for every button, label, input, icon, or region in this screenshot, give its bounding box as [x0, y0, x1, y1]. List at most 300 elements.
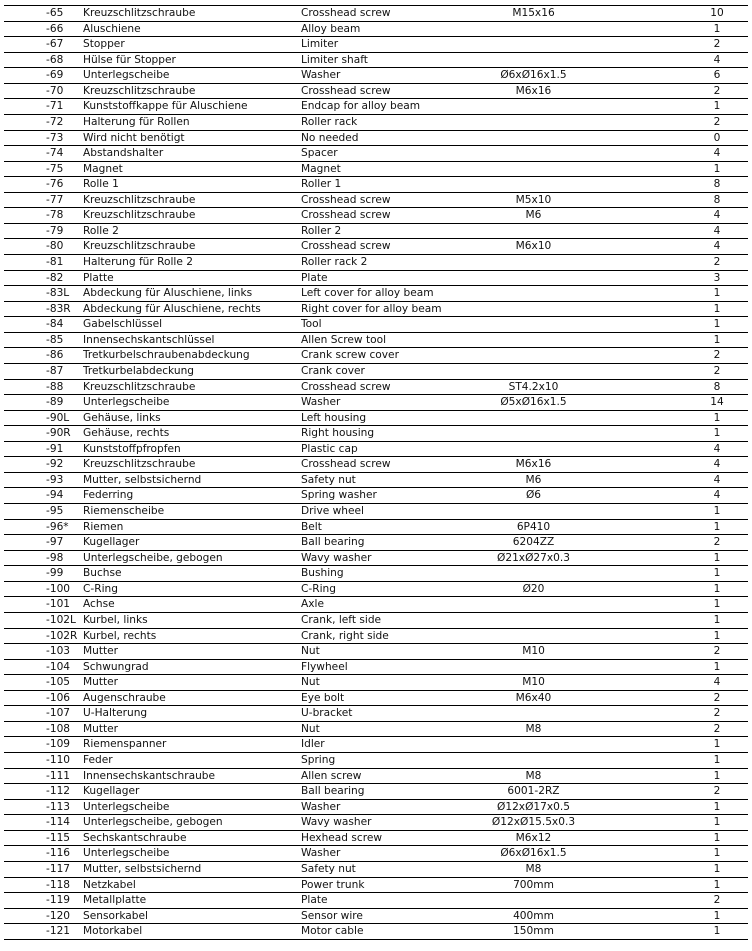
english-name-cell: Nut [301, 675, 461, 691]
quantity-cell: 4 [606, 441, 748, 457]
english-name-cell: Drive wheel [301, 504, 461, 520]
table-row [4, 255, 748, 271]
german-name-cell: C-Ring [83, 581, 301, 597]
german-name-cell: Kreuzschlitzschraube [83, 83, 301, 99]
english-name-cell: Wavy washer [301, 550, 461, 566]
table-row [4, 472, 748, 488]
english-name-cell: Washer [301, 846, 461, 862]
quantity-cell: 2 [606, 255, 748, 271]
english-name-cell: Ball bearing [301, 784, 461, 800]
german-name-cell: Abdeckung für Aluschiene, links [83, 286, 301, 302]
size-cell: Ø12xØ15.5x0.3 [461, 815, 606, 831]
english-name-cell: Crosshead screw [301, 239, 461, 255]
quantity-cell: 10 [606, 6, 748, 22]
table-row [4, 83, 748, 99]
part-number-cell: -119 [4, 893, 83, 909]
german-name-cell: Kugellager [83, 535, 301, 551]
table-row [4, 441, 748, 457]
english-name-cell: Crank, right side [301, 628, 461, 644]
part-number-cell: -116 [4, 846, 83, 862]
size-cell [461, 893, 606, 909]
size-cell: M6x10 [461, 239, 606, 255]
table-row [4, 270, 748, 286]
size-cell [461, 177, 606, 193]
size-cell: Ø6xØ16x1.5 [461, 68, 606, 84]
quantity-cell: 4 [606, 675, 748, 691]
quantity-cell: 2 [606, 363, 748, 379]
english-name-cell: Limiter shaft [301, 52, 461, 68]
quantity-cell: 0 [606, 130, 748, 146]
size-cell: Ø6xØ16x1.5 [461, 846, 606, 862]
quantity-cell: 4 [606, 223, 748, 239]
size-cell [461, 99, 606, 115]
part-number-cell: -106 [4, 690, 83, 706]
part-number-cell: -72 [4, 114, 83, 130]
table-row [4, 286, 748, 302]
part-number-cell: -67 [4, 37, 83, 53]
part-number-cell: -70 [4, 83, 83, 99]
table-row [4, 410, 748, 426]
english-name-cell: Magnet [301, 161, 461, 177]
table-row [4, 208, 748, 224]
part-number-cell: -90R [4, 426, 83, 442]
size-cell: M8 [461, 721, 606, 737]
quantity-cell: 2 [606, 37, 748, 53]
table-row [4, 457, 748, 473]
size-cell: 6204ZZ [461, 535, 606, 551]
quantity-cell: 2 [606, 114, 748, 130]
parts-list-body [4, 6, 748, 940]
german-name-cell: Sechskantschraube [83, 830, 301, 846]
size-cell [461, 426, 606, 442]
size-cell [461, 270, 606, 286]
part-number-cell: -86 [4, 348, 83, 364]
size-cell: M6x16 [461, 457, 606, 473]
part-number-cell: -92 [4, 457, 83, 473]
english-name-cell: Axle [301, 597, 461, 613]
german-name-cell: Halterung für Rollen [83, 114, 301, 130]
german-name-cell: Kreuzschlitzschraube [83, 239, 301, 255]
english-name-cell: Washer [301, 799, 461, 815]
english-name-cell: Allen Screw tool [301, 332, 461, 348]
size-cell: Ø6 [461, 488, 606, 504]
part-number-cell: -120 [4, 908, 83, 924]
part-number-cell: -117 [4, 861, 83, 877]
german-name-cell: Feder [83, 753, 301, 769]
table-row [4, 597, 748, 613]
german-name-cell: Rolle 2 [83, 223, 301, 239]
english-name-cell: Limiter [301, 37, 461, 53]
table-row [4, 363, 748, 379]
english-name-cell: Roller rack 2 [301, 255, 461, 271]
german-name-cell: Kunststoffkappe für Aluschiene [83, 99, 301, 115]
quantity-cell: 2 [606, 721, 748, 737]
quantity-cell: 2 [606, 784, 748, 800]
size-cell: M8 [461, 768, 606, 784]
part-number-cell: -115 [4, 830, 83, 846]
table-row [4, 177, 748, 193]
size-cell [461, 161, 606, 177]
part-number-cell: -95 [4, 504, 83, 520]
quantity-cell: 1 [606, 861, 748, 877]
part-number-cell: -110 [4, 753, 83, 769]
german-name-cell: Federring [83, 488, 301, 504]
german-name-cell: Unterlegscheibe [83, 68, 301, 84]
german-name-cell: Schwungrad [83, 659, 301, 675]
quantity-cell: 2 [606, 706, 748, 722]
quantity-cell: 1 [606, 737, 748, 753]
english-name-cell: Eye bolt [301, 690, 461, 706]
german-name-cell: Platte [83, 270, 301, 286]
quantity-cell: 1 [606, 161, 748, 177]
english-name-cell: C-Ring [301, 581, 461, 597]
part-number-cell: -81 [4, 255, 83, 271]
english-name-cell: Crank cover [301, 363, 461, 379]
quantity-cell: 1 [606, 753, 748, 769]
table-row [4, 846, 748, 862]
german-name-cell: Mutter [83, 721, 301, 737]
table-row [4, 924, 748, 940]
size-cell [461, 146, 606, 162]
german-name-cell: Kurbel, links [83, 612, 301, 628]
quantity-cell: 1 [606, 612, 748, 628]
quantity-cell: 4 [606, 472, 748, 488]
german-name-cell: Kreuzschlitzschraube [83, 6, 301, 22]
table-row [4, 908, 748, 924]
size-cell: M6x40 [461, 690, 606, 706]
quantity-cell: 2 [606, 83, 748, 99]
english-name-cell: Plate [301, 270, 461, 286]
part-number-cell: -71 [4, 99, 83, 115]
size-cell: 6P410 [461, 519, 606, 535]
part-number-cell: -98 [4, 550, 83, 566]
english-name-cell: Roller 1 [301, 177, 461, 193]
table-row [4, 535, 748, 551]
english-name-cell: Washer [301, 68, 461, 84]
table-row [4, 675, 748, 691]
part-number-cell: -78 [4, 208, 83, 224]
quantity-cell: 8 [606, 177, 748, 193]
quantity-cell: 1 [606, 877, 748, 893]
quantity-cell: 1 [606, 815, 748, 831]
quantity-cell: 4 [606, 52, 748, 68]
english-name-cell: Left housing [301, 410, 461, 426]
german-name-cell: Innensechskantschlüssel [83, 332, 301, 348]
german-name-cell: Halterung für Rolle 2 [83, 255, 301, 271]
table-row [4, 799, 748, 815]
german-name-cell: Kreuzschlitzschraube [83, 457, 301, 473]
quantity-cell: 1 [606, 597, 748, 613]
german-name-cell: Unterlegscheibe, gebogen [83, 815, 301, 831]
german-name-cell: Kunststoffpfropfen [83, 441, 301, 457]
english-name-cell: Alloy beam [301, 21, 461, 37]
size-cell [461, 52, 606, 68]
part-number-cell: -107 [4, 706, 83, 722]
table-row [4, 784, 748, 800]
size-cell [461, 706, 606, 722]
size-cell: M8 [461, 861, 606, 877]
german-name-cell: Mutter, selbstsichernd [83, 861, 301, 877]
part-number-cell: -118 [4, 877, 83, 893]
german-name-cell: Augenschraube [83, 690, 301, 706]
quantity-cell: 4 [606, 239, 748, 255]
english-name-cell: Roller rack [301, 114, 461, 130]
table-row [4, 146, 748, 162]
german-name-cell: Gehäuse, links [83, 410, 301, 426]
part-number-cell: -97 [4, 535, 83, 551]
german-name-cell: Mutter [83, 675, 301, 691]
size-cell [461, 659, 606, 675]
quantity-cell: 1 [606, 410, 748, 426]
german-name-cell: Sensorkabel [83, 908, 301, 924]
quantity-cell: 1 [606, 317, 748, 333]
size-cell [461, 301, 606, 317]
quantity-cell: 1 [606, 21, 748, 37]
english-name-cell: Power trunk [301, 877, 461, 893]
table-row [4, 830, 748, 846]
size-cell [461, 286, 606, 302]
english-name-cell: Crank, left side [301, 612, 461, 628]
english-name-cell: Crosshead screw [301, 208, 461, 224]
quantity-cell: 1 [606, 332, 748, 348]
quantity-cell: 1 [606, 924, 748, 940]
table-row [4, 37, 748, 53]
table-row [4, 114, 748, 130]
table-row [4, 893, 748, 909]
table-row [4, 581, 748, 597]
part-number-cell: -94 [4, 488, 83, 504]
size-cell: 150mm [461, 924, 606, 940]
english-name-cell: Crosshead screw [301, 457, 461, 473]
german-name-cell: Gabelschlüssel [83, 317, 301, 333]
english-name-cell: U-bracket [301, 706, 461, 722]
table-row [4, 815, 748, 831]
quantity-cell: 2 [606, 348, 748, 364]
size-cell: 6001-2RZ [461, 784, 606, 800]
part-number-cell: -96* [4, 519, 83, 535]
quantity-cell: 1 [606, 504, 748, 520]
part-number-cell: -102R [4, 628, 83, 644]
table-row [4, 737, 748, 753]
english-name-cell: Plate [301, 893, 461, 909]
english-name-cell: Plastic cap [301, 441, 461, 457]
english-name-cell: Wavy washer [301, 815, 461, 831]
german-name-cell: Mutter, selbstsichernd [83, 472, 301, 488]
part-number-cell: -102L [4, 612, 83, 628]
table-row [4, 161, 748, 177]
german-name-cell: Wird nicht benötigt [83, 130, 301, 146]
part-number-cell: -101 [4, 597, 83, 613]
english-name-cell: Hexhead screw [301, 830, 461, 846]
quantity-cell: 1 [606, 286, 748, 302]
part-number-cell: -65 [4, 6, 83, 22]
size-cell: M6 [461, 208, 606, 224]
english-name-cell: Nut [301, 644, 461, 660]
english-name-cell: Safety nut [301, 861, 461, 877]
size-cell: 400mm [461, 908, 606, 924]
size-cell [461, 317, 606, 333]
table-row [4, 99, 748, 115]
german-name-cell: Aluschiene [83, 21, 301, 37]
german-name-cell: Kurbel, rechts [83, 628, 301, 644]
english-name-cell: Ball bearing [301, 535, 461, 551]
size-cell [461, 363, 606, 379]
english-name-cell: Bushing [301, 566, 461, 582]
german-name-cell: Magnet [83, 161, 301, 177]
german-name-cell: Tretkurbelschraubenabdeckung [83, 348, 301, 364]
table-row [4, 519, 748, 535]
table-row [4, 566, 748, 582]
part-number-cell: -88 [4, 379, 83, 395]
english-name-cell: Belt [301, 519, 461, 535]
english-name-cell: Crosshead screw [301, 192, 461, 208]
size-cell [461, 737, 606, 753]
quantity-cell: 1 [606, 659, 748, 675]
german-name-cell: Stopper [83, 37, 301, 53]
german-name-cell: Metallplatte [83, 893, 301, 909]
german-name-cell: Unterlegscheibe [83, 846, 301, 862]
english-name-cell: Crank screw cover [301, 348, 461, 364]
part-number-cell: -91 [4, 441, 83, 457]
german-name-cell: Riemen [83, 519, 301, 535]
part-number-cell: -66 [4, 21, 83, 37]
quantity-cell: 14 [606, 395, 748, 411]
quantity-cell: 1 [606, 628, 748, 644]
english-name-cell: Motor cable [301, 924, 461, 940]
size-cell [461, 332, 606, 348]
quantity-cell: 8 [606, 379, 748, 395]
quantity-cell: 2 [606, 644, 748, 660]
quantity-cell: 1 [606, 566, 748, 582]
german-name-cell: Netzkabel [83, 877, 301, 893]
english-name-cell: Right housing [301, 426, 461, 442]
part-number-cell: -108 [4, 721, 83, 737]
quantity-cell: 6 [606, 68, 748, 84]
german-name-cell: Unterlegscheibe [83, 395, 301, 411]
size-cell: Ø21xØ27x0.3 [461, 550, 606, 566]
english-name-cell: Right cover for alloy beam [301, 301, 461, 317]
german-name-cell: Abdeckung für Aluschiene, rechts [83, 301, 301, 317]
size-cell [461, 504, 606, 520]
quantity-cell: 1 [606, 99, 748, 115]
part-number-cell: -99 [4, 566, 83, 582]
german-name-cell: Tretkurbelabdeckung [83, 363, 301, 379]
size-cell [461, 130, 606, 146]
english-name-cell: Crosshead screw [301, 6, 461, 22]
part-number-cell: -89 [4, 395, 83, 411]
part-number-cell: -83R [4, 301, 83, 317]
german-name-cell: Kreuzschlitzschraube [83, 208, 301, 224]
part-number-cell: -112 [4, 784, 83, 800]
part-number-cell: -87 [4, 363, 83, 379]
part-number-cell: -121 [4, 924, 83, 940]
quantity-cell: 1 [606, 301, 748, 317]
table-row [4, 130, 748, 146]
size-cell [461, 410, 606, 426]
part-number-cell: -113 [4, 799, 83, 815]
part-number-cell: -79 [4, 223, 83, 239]
english-name-cell: Crosshead screw [301, 379, 461, 395]
german-name-cell: Rolle 1 [83, 177, 301, 193]
size-cell: M6x12 [461, 830, 606, 846]
table-row [4, 768, 748, 784]
table-row [4, 6, 748, 22]
table-row [4, 395, 748, 411]
quantity-cell: 1 [606, 768, 748, 784]
german-name-cell: Innensechskantschraube [83, 768, 301, 784]
english-name-cell: Nut [301, 721, 461, 737]
english-name-cell: Spring washer [301, 488, 461, 504]
size-cell: 700mm [461, 877, 606, 893]
quantity-cell: 2 [606, 893, 748, 909]
size-cell [461, 612, 606, 628]
part-number-cell: -105 [4, 675, 83, 691]
size-cell [461, 597, 606, 613]
part-number-cell: -114 [4, 815, 83, 831]
table-row [4, 877, 748, 893]
english-name-cell: Endcap for alloy beam [301, 99, 461, 115]
quantity-cell: 1 [606, 830, 748, 846]
table-row [4, 721, 748, 737]
part-number-cell: -100 [4, 581, 83, 597]
quantity-cell: 3 [606, 270, 748, 286]
german-name-cell: Motorkabel [83, 924, 301, 940]
part-number-cell: -77 [4, 192, 83, 208]
part-number-cell: -80 [4, 239, 83, 255]
size-cell [461, 223, 606, 239]
table-row [4, 21, 748, 37]
german-name-cell: Kreuzschlitzschraube [83, 192, 301, 208]
table-row [4, 52, 748, 68]
table-row [4, 504, 748, 520]
table-row [4, 644, 748, 660]
table-row [4, 706, 748, 722]
english-name-cell: Sensor wire [301, 908, 461, 924]
size-cell: M5x10 [461, 192, 606, 208]
part-number-cell: -82 [4, 270, 83, 286]
table-row [4, 68, 748, 84]
table-row [4, 317, 748, 333]
table-row [4, 348, 748, 364]
size-cell: M15x16 [461, 6, 606, 22]
part-number-cell: -83L [4, 286, 83, 302]
part-number-cell: -85 [4, 332, 83, 348]
table-row [4, 332, 748, 348]
german-name-cell: Mutter [83, 644, 301, 660]
german-name-cell: Gehäuse, rechts [83, 426, 301, 442]
german-name-cell: U-Halterung [83, 706, 301, 722]
size-cell [461, 348, 606, 364]
table-row [4, 239, 748, 255]
german-name-cell: Buchse [83, 566, 301, 582]
german-name-cell: Kreuzschlitzschraube [83, 379, 301, 395]
size-cell [461, 566, 606, 582]
part-number-cell: -73 [4, 130, 83, 146]
table-row [4, 753, 748, 769]
english-name-cell: Safety nut [301, 472, 461, 488]
german-name-cell: Hülse für Stopper [83, 52, 301, 68]
part-number-cell: -109 [4, 737, 83, 753]
quantity-cell: 1 [606, 846, 748, 862]
size-cell [461, 21, 606, 37]
part-number-cell: -69 [4, 68, 83, 84]
part-number-cell: -90L [4, 410, 83, 426]
part-number-cell: -103 [4, 644, 83, 660]
german-name-cell: Riemenscheibe [83, 504, 301, 520]
size-cell: ST4.2x10 [461, 379, 606, 395]
english-name-cell: Allen screw [301, 768, 461, 784]
parts-list-table [4, 5, 748, 940]
